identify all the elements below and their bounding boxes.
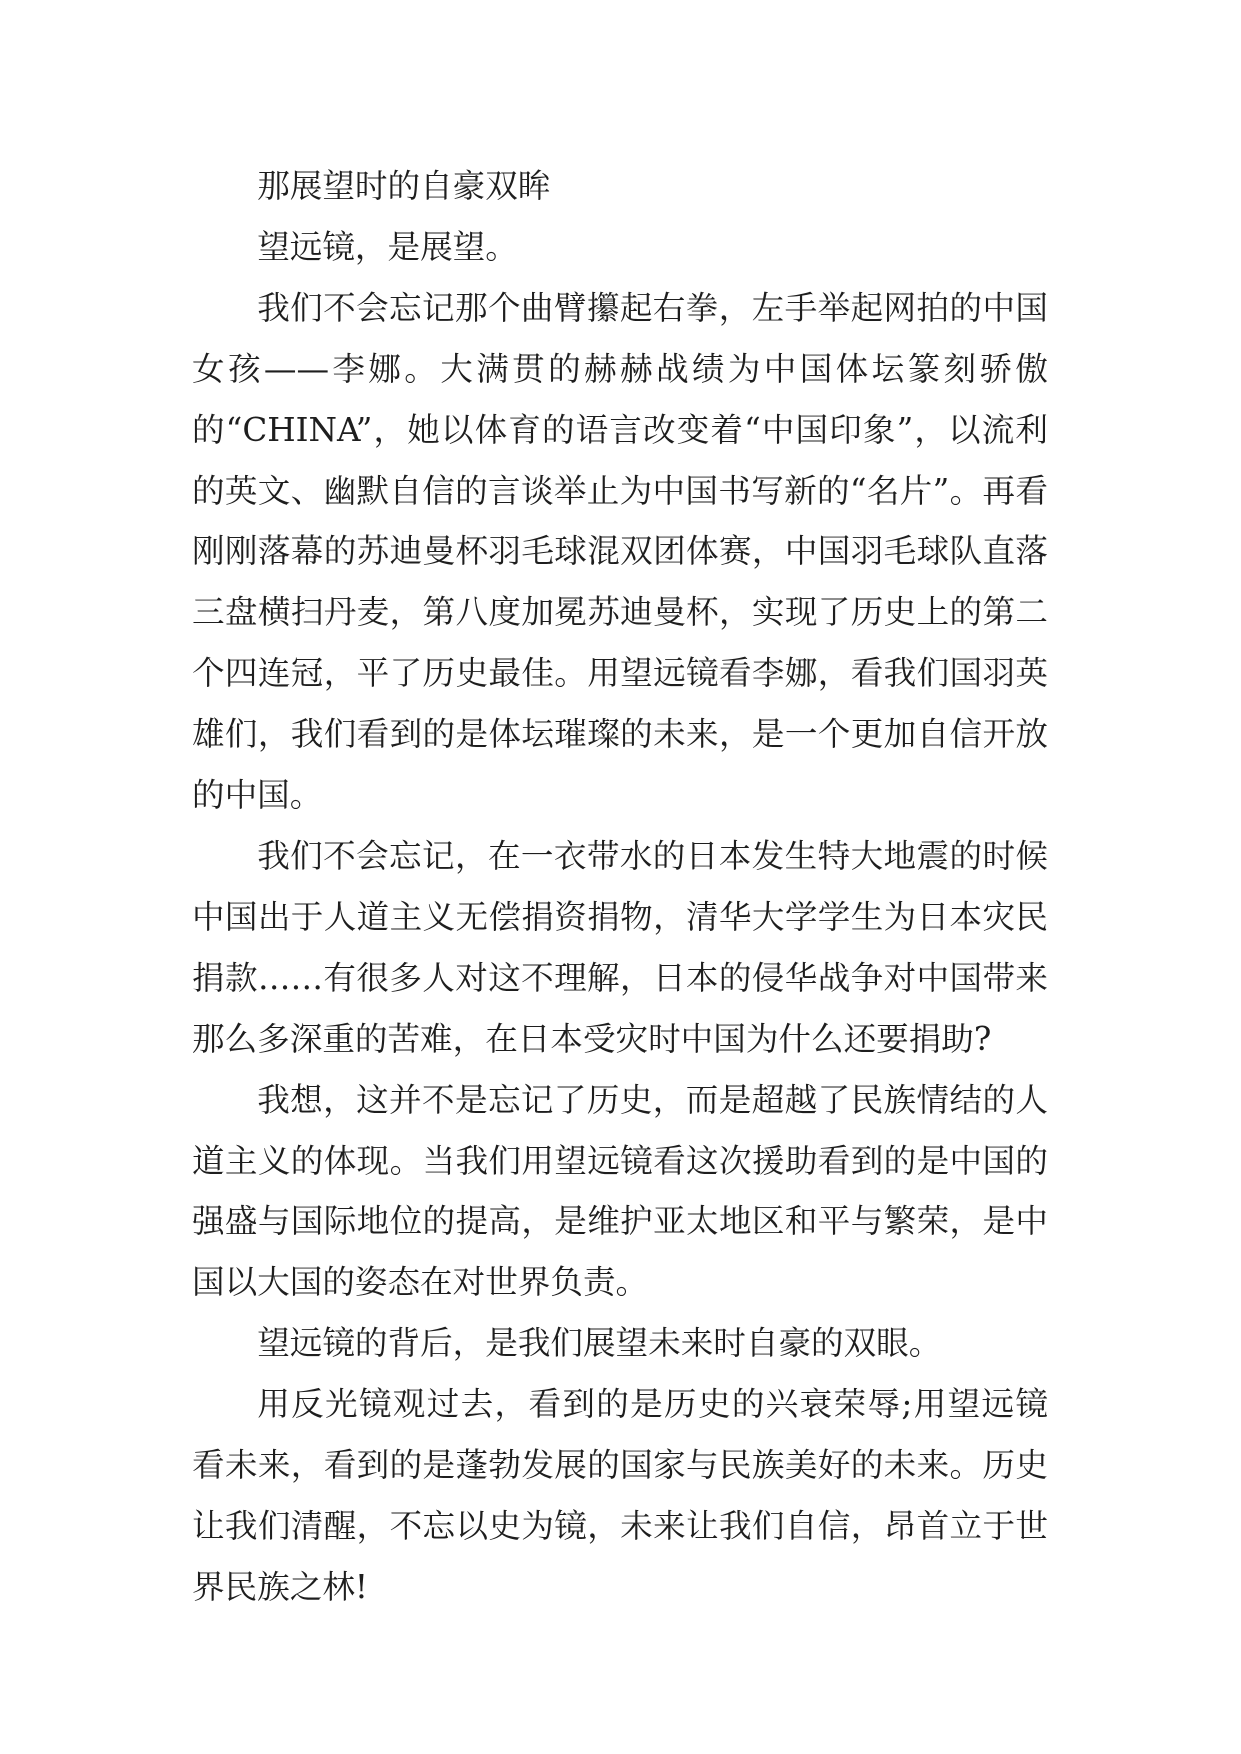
paragraph: 望远镜的背后，是我们展望未来时自豪的双眼。: [257, 1324, 942, 1363]
paragraph: 我想，这并不是忘记了历史，而是超越了民族情结的人道主义的体现。当我们用望远镜看这次援助看到的是中国的强盛与国际地位的提高，是维护亚太地区和平与繁荣，是中国以大国的姿态在对世界负责。: [192, 1080, 1048, 1302]
paragraph: 望远镜，是展望。: [257, 227, 518, 266]
paragraph-heading: 那展望时的自豪双眸: [257, 167, 551, 205]
paragraph: 我们不会忘记，在一衣带水的日本发生特大地震的时候中国出于人道主义无偿捐资捐物，清华大学学生为日本灾民捐款……有很多人对这不理解，日本的侵华战争对中国带来那么多深重的苦难，在日本受灾时中国为什么还要捐助?: [192, 836, 1048, 1058]
paragraph: 用反光镜观过去，看到的是历史的兴衰荣辱;用望远镜看未来，看到的是蓬勃发展的国家与民族美好的未来。历史让我们清醒，不忘以史为镜，未来让我们自信，昂首立于世界民族之林!: [192, 1385, 1048, 1606]
document-body: [192, 156, 1048, 1618]
paragraph: 我们不会忘记那个曲臂攥起右拳，左手举起网拍的中国女孩——李娜。大满贯的赫赫战绩为中国体坛篆刻骄傲的“CHINA”，她以体育的语言改变着“中国印象”，以流利的英文、幽默自信的言谈举止为中国书写新的“名片”。再看刚刚落幕的苏迪曼杯羽毛球混双团体赛，中国羽毛球队直落三盘横扫丹麦，第八度加冕苏迪曼杯，实现了历史上的第二个四连冠，平了历史最佳。用望远镜看李娜，看我们国羽英雄们，我们看到的是体坛璀璨的未来，是一个更加自信开放的中国。: [192, 288, 1048, 815]
